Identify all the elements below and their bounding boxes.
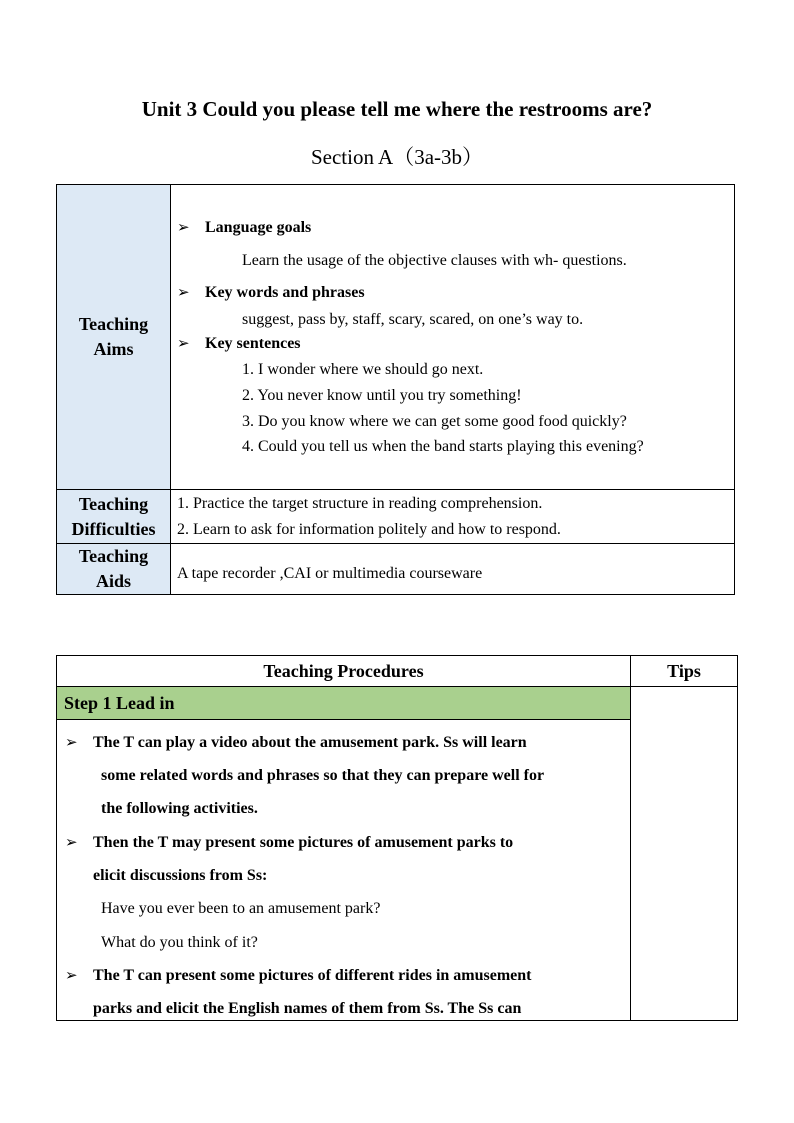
teaching-difficulties-content — [171, 490, 735, 544]
bullet-arrow-icon: ➢ — [65, 835, 78, 851]
step1-label: Step 1 Lead in — [57, 687, 631, 720]
teaching-info-table — [56, 184, 735, 595]
bullet-arrow-icon: ➢ — [65, 735, 78, 751]
step1-content — [57, 720, 631, 1021]
teaching-aids-content — [171, 544, 735, 595]
teaching-aims-row — [57, 185, 735, 490]
key-sentence-4: 4. Could you tell us when the band starts playing this evening? — [242, 438, 644, 455]
procedure-line-5: elicit discussions from Ss: — [93, 867, 268, 884]
language-goals-heading: Language goals — [205, 219, 312, 236]
teaching-aims-label: Teaching Aims — [57, 185, 171, 490]
teaching-aims-content — [171, 185, 735, 490]
difficulty-1: 1. Practice the target structure in reading comprehension. — [177, 495, 543, 512]
step1-row — [57, 687, 738, 720]
teaching-aids-label: Teaching Aids — [57, 544, 171, 595]
key-words-heading: Key words and phrases — [205, 284, 365, 301]
procedure-line-6: Have you ever been to an amusement park? — [101, 900, 381, 917]
procedure-line-1: The T can play a video about the amusement park. Ss will learn — [93, 734, 527, 751]
teaching-difficulties-label: Teaching Difficulties — [57, 490, 171, 544]
key-sentences-heading: Key sentences — [205, 335, 301, 352]
procedures-header-row — [57, 656, 738, 687]
procedure-line-2: some related words and phrases so that they can prepare well for — [101, 767, 545, 784]
teaching-aids-text: A tape recorder ,CAI or multimedia courseware — [177, 565, 483, 582]
key-sentence-1: 1. I wonder where we should go next. — [242, 361, 484, 378]
key-sentence-3: 3. Do you know where we can get some good food quickly? — [242, 413, 627, 430]
section-subtitle: Section A（3a-3b） — [310, 145, 484, 169]
tips-header: Tips — [631, 656, 738, 687]
bullet-arrow-icon: ➢ — [177, 220, 190, 236]
bullet-arrow-icon: ➢ — [177, 285, 190, 301]
document-title: Unit 3 Could you please tell me where the restrooms are? — [141, 97, 653, 121]
procedures-header: Teaching Procedures — [57, 656, 631, 687]
language-goals-text: Learn the usage of the objective clauses with wh- questions. — [242, 252, 627, 269]
procedure-line-7: What do you think of it? — [101, 934, 258, 951]
bullet-arrow-icon: ➢ — [65, 968, 78, 984]
teaching-difficulties-row — [57, 490, 735, 544]
tips-cell — [631, 687, 738, 1021]
procedure-line-4: Then the T may present some pictures of amusement parks to — [93, 834, 514, 851]
teaching-procedures-table — [56, 655, 738, 1021]
procedure-line-3: the following activities. — [101, 800, 258, 817]
teaching-aids-row — [57, 544, 735, 595]
procedure-line-8: The T can present some pictures of different rides in amusement — [93, 967, 532, 984]
key-sentence-2: 2. You never know until you try something! — [242, 387, 522, 404]
key-words-text: suggest, pass by, staff, scary, scared, on one’s way to. — [242, 311, 584, 328]
procedure-line-9: parks and elicit the English names of them from Ss. The Ss can — [93, 1000, 522, 1017]
bullet-arrow-icon: ➢ — [177, 336, 190, 352]
difficulty-2: 2. Learn to ask for information politely and how to respond. — [177, 521, 561, 538]
